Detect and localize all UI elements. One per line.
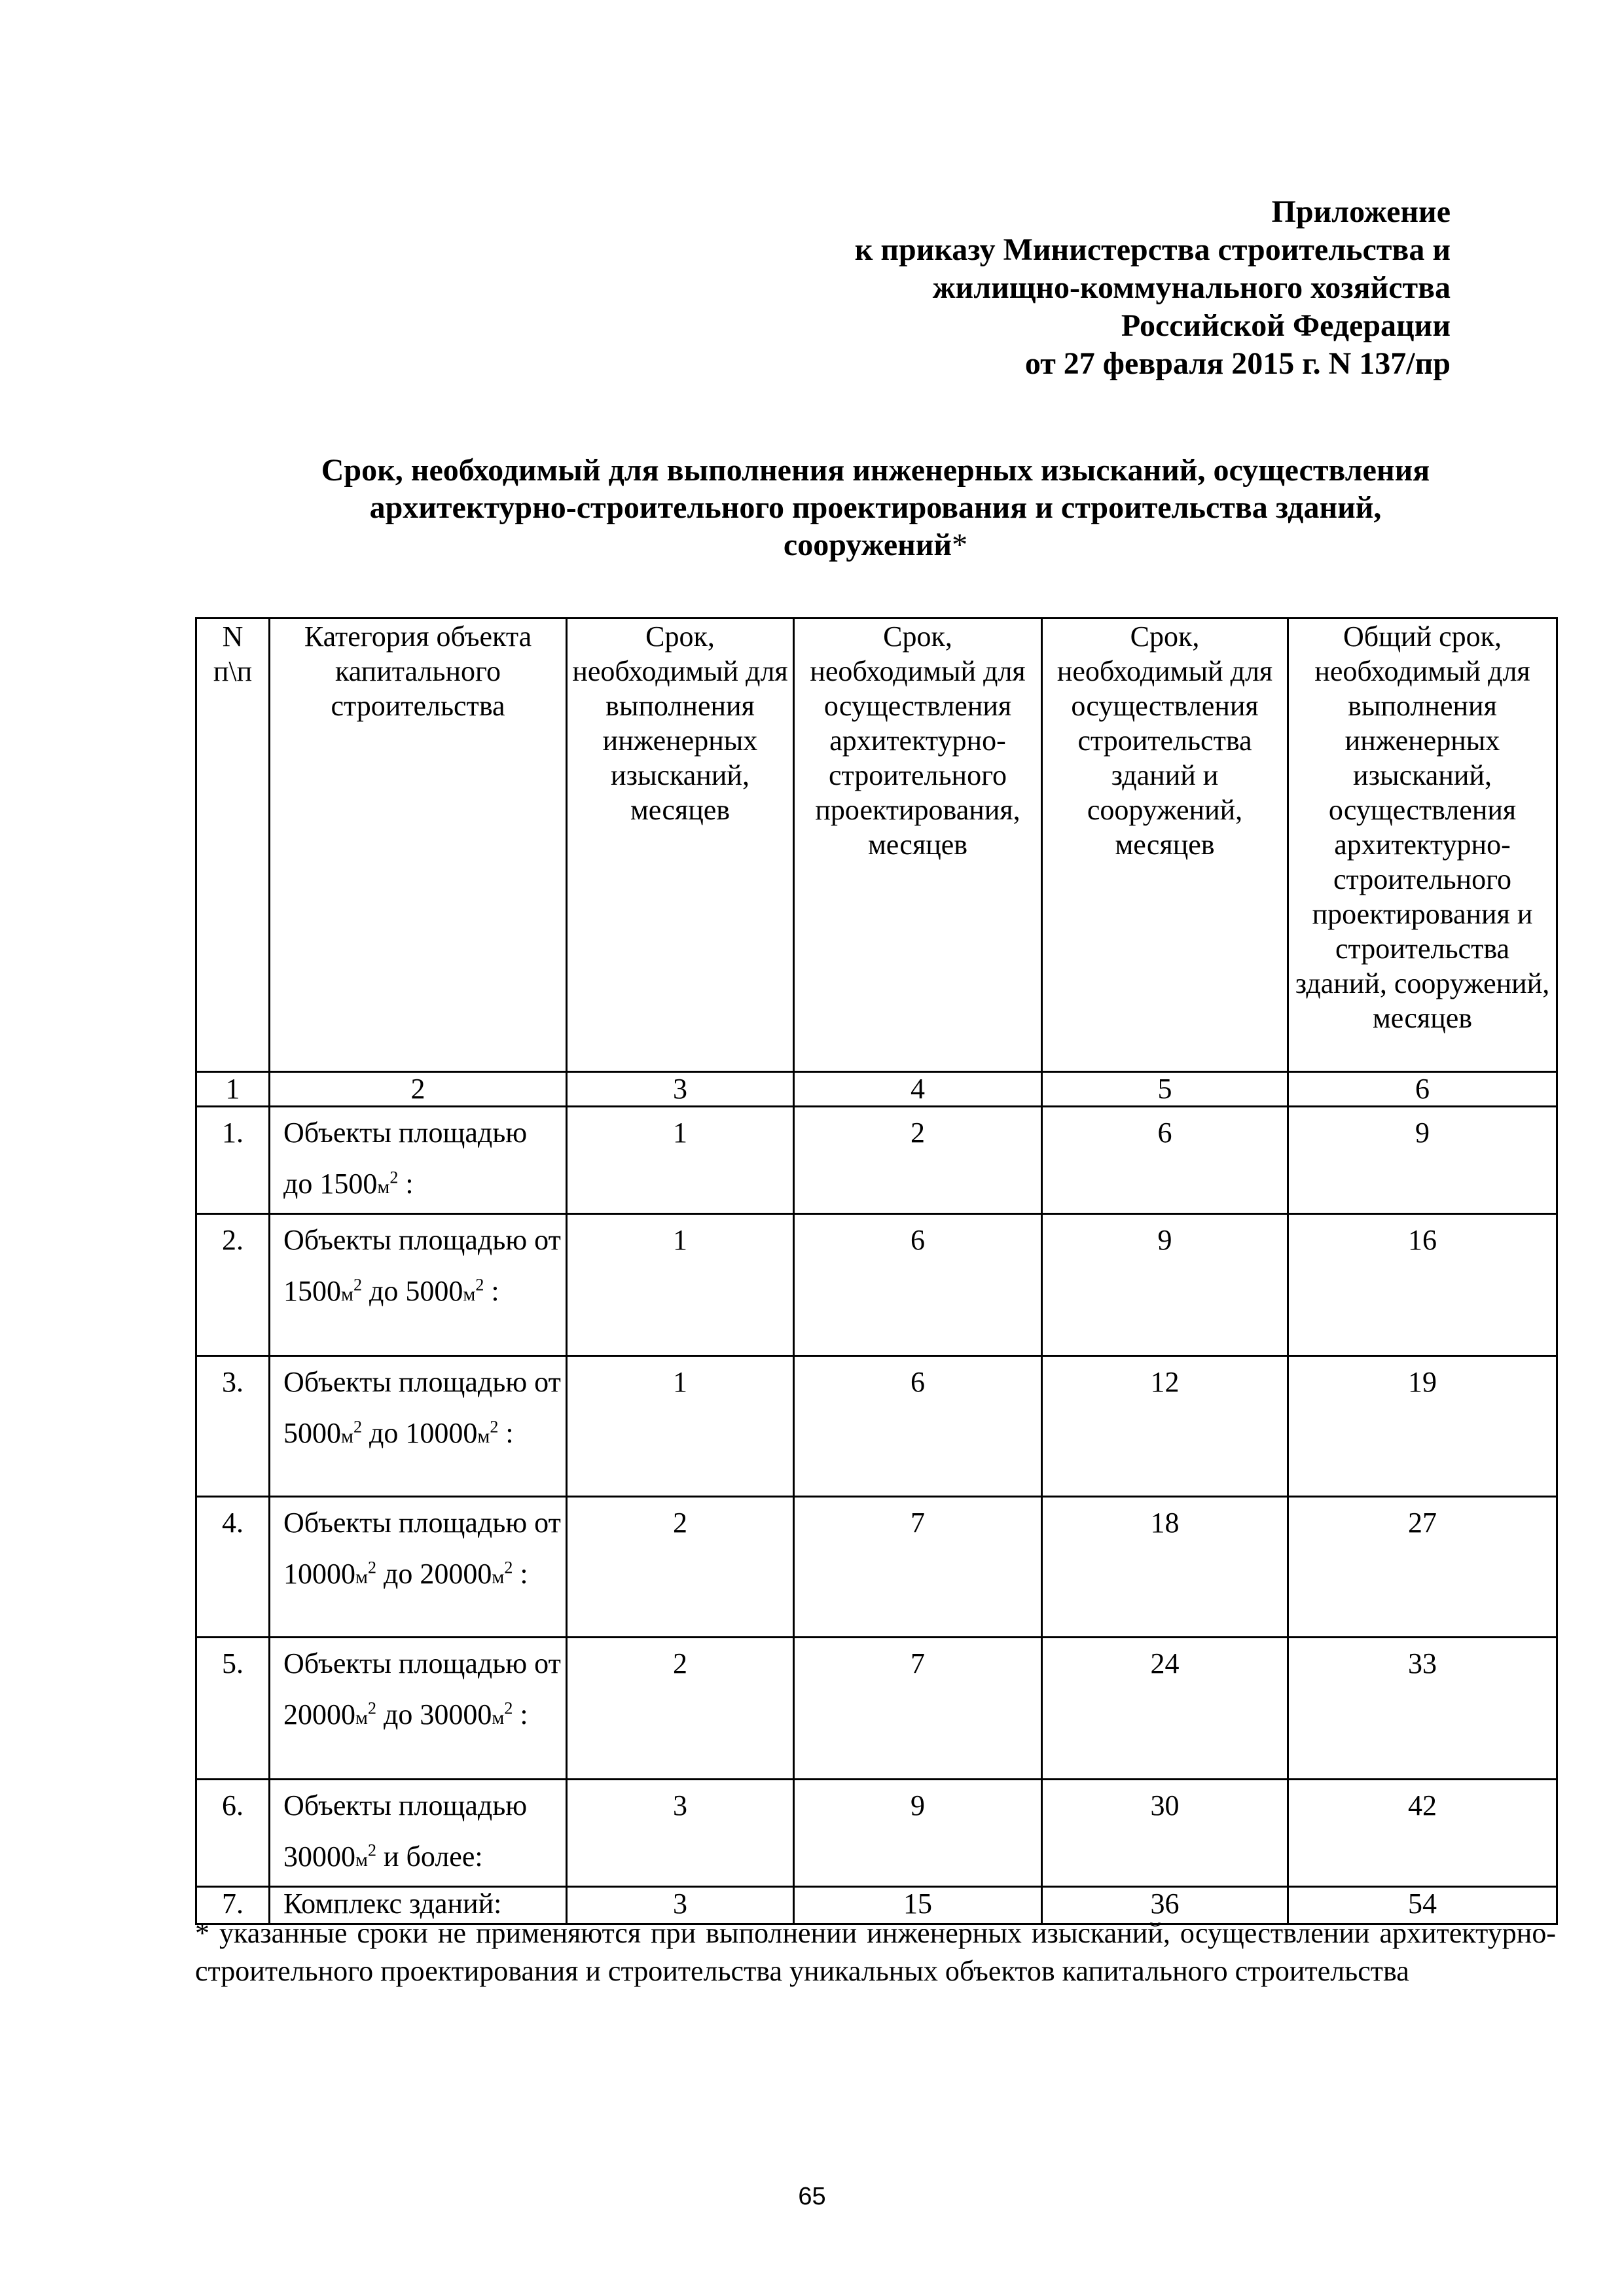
category-text: до 10000	[361, 1417, 478, 1449]
page-number: 65	[798, 2183, 826, 2210]
category-text: до 20000	[376, 1558, 492, 1590]
unit-exponent: 2	[367, 1698, 376, 1718]
term-value: 27	[1288, 1497, 1557, 1638]
term-value: 9	[1288, 1107, 1557, 1214]
term-value: 18	[1042, 1497, 1288, 1638]
column-number: 3	[567, 1072, 794, 1107]
unit-label: м	[492, 1707, 505, 1729]
term-value: 12	[1042, 1356, 1288, 1497]
term-value: 24	[1042, 1638, 1288, 1780]
category-text: до 5000	[361, 1275, 463, 1307]
category-text: Объекты площадью от 10000	[283, 1507, 561, 1590]
term-value: 6	[794, 1214, 1042, 1356]
unit-exponent: 2	[504, 1698, 513, 1718]
column-number: 1	[196, 1072, 270, 1107]
object-category	[270, 1214, 567, 1356]
unit-label: м	[341, 1426, 353, 1447]
term-value: 6	[1042, 1107, 1288, 1214]
column-number: 6	[1288, 1072, 1557, 1107]
term-value: 33	[1288, 1638, 1557, 1780]
terms-table	[195, 617, 1558, 1925]
term-value: 42	[1288, 1780, 1557, 1887]
column-header: Общий срок, необходимый для выполнения инженерных изысканий, осуществления архитектурно-строительного проектирования и строительства зданий, сооружений, месяцев	[1288, 619, 1557, 1072]
category-text: Объекты площадью до 1500	[283, 1117, 528, 1200]
unit-label: м	[377, 1176, 390, 1198]
unit-label: м	[355, 1566, 368, 1588]
term-value: 3	[567, 1780, 794, 1887]
table-row	[196, 1356, 1557, 1497]
category-text: :	[513, 1698, 528, 1731]
unit-label: м	[341, 1283, 353, 1305]
title-text: сооружений	[783, 528, 952, 562]
category-text: Объекты площадью от 5000	[283, 1366, 561, 1449]
column-number: 5	[1042, 1072, 1288, 1107]
table-row	[196, 1638, 1557, 1780]
unit-exponent: 2	[353, 1417, 362, 1437]
column-number: 2	[270, 1072, 567, 1107]
term-value: 36	[1042, 1887, 1288, 1924]
term-value: 6	[794, 1356, 1042, 1497]
unit-exponent: 2	[367, 1840, 376, 1860]
term-value: 1	[567, 1214, 794, 1356]
category-text: Объекты площадью 30000	[283, 1789, 528, 1873]
header-line: Российской Федерации	[1121, 308, 1451, 343]
term-value: 2	[567, 1638, 794, 1780]
column-number-row	[196, 1072, 1557, 1107]
category-text: Объекты площадью от 20000	[283, 1647, 561, 1731]
unit-label: м	[492, 1566, 505, 1588]
term-value: 30	[1042, 1780, 1288, 1887]
header-line: от 27 февраля 2015 г. N 137/пр	[1024, 346, 1451, 381]
table-row	[196, 1780, 1557, 1887]
unit-exponent: 2	[389, 1168, 399, 1187]
row-number: 5.	[196, 1638, 270, 1780]
column-header: Категория объекта капитального строительства	[270, 619, 567, 1072]
appendix-header	[855, 193, 1451, 383]
header-line: Приложение	[1271, 194, 1451, 229]
category-text: :	[484, 1275, 499, 1307]
term-value: 2	[567, 1497, 794, 1638]
term-value: 3	[567, 1887, 794, 1924]
row-number: 3.	[196, 1356, 270, 1497]
row-number: 4.	[196, 1497, 270, 1638]
row-number: 7.	[196, 1887, 270, 1924]
object-category	[270, 1780, 567, 1887]
term-value: 9	[1042, 1214, 1288, 1356]
term-value: 16	[1288, 1214, 1557, 1356]
title-line: Срок, необходимый для выполнения инженерных изысканий, осуществления	[321, 453, 1430, 488]
category-text: Комплекс зданий:	[283, 1888, 502, 1920]
object-category	[270, 1497, 567, 1638]
row-number: 1.	[196, 1107, 270, 1214]
term-value: 2	[794, 1107, 1042, 1214]
category-text: и более:	[376, 1840, 483, 1873]
column-header: Срок, необходимый для осуществления архитектурно-строительного проектирования, месяцев	[794, 619, 1042, 1072]
column-number: 4	[794, 1072, 1042, 1107]
title-line: архитектурно-строительного проектирования и строительства зданий,	[369, 490, 1382, 525]
object-category	[270, 1638, 567, 1780]
term-value: 15	[794, 1887, 1042, 1924]
category-text: :	[398, 1168, 414, 1200]
title-line	[195, 526, 1556, 564]
footnote: * указанные сроки не применяются при выполнении инженерных изысканий, осуществлении архитектурно-строительного проектирования и строительства уникальных объектов капитального строительства	[195, 1917, 1556, 1987]
term-value: 54	[1288, 1887, 1557, 1924]
category-text: до 30000	[376, 1698, 492, 1731]
header-line: жилищно-коммунального хозяйства	[932, 270, 1451, 305]
table-header-row	[196, 619, 1557, 1072]
term-value: 7	[794, 1638, 1042, 1780]
object-category	[270, 1356, 567, 1497]
table-row	[196, 1497, 1557, 1638]
unit-label: м	[477, 1426, 490, 1447]
unit-exponent: 2	[353, 1275, 362, 1295]
unit-label: м	[355, 1849, 368, 1871]
header-line: к приказу Министерства строительства и	[854, 232, 1451, 267]
column-header: Срок, необходимый для осуществления строительства зданий и сооружений, месяцев	[1042, 619, 1288, 1072]
unit-exponent: 2	[475, 1275, 484, 1295]
term-value: 9	[794, 1780, 1042, 1887]
footnote-mark: *	[952, 528, 968, 562]
unit-exponent: 2	[367, 1558, 376, 1577]
document-title	[195, 452, 1556, 564]
unit-label: м	[463, 1283, 476, 1305]
table-row	[196, 1107, 1557, 1214]
unit-exponent: 2	[490, 1417, 499, 1437]
term-value: 1	[567, 1356, 794, 1497]
column-header: N п\п	[196, 619, 270, 1072]
table-row	[196, 1214, 1557, 1356]
term-value: 1	[567, 1107, 794, 1214]
unit-exponent: 2	[504, 1558, 513, 1577]
term-value: 19	[1288, 1356, 1557, 1497]
category-text: :	[498, 1417, 514, 1449]
category-text: Объекты площадью от 1500	[283, 1224, 561, 1307]
term-value: 7	[794, 1497, 1042, 1638]
row-number: 2.	[196, 1214, 270, 1356]
unit-label: м	[355, 1707, 368, 1729]
category-text: :	[513, 1558, 528, 1590]
row-number: 6.	[196, 1780, 270, 1887]
object-category	[270, 1107, 567, 1214]
column-header: Срок, необходимый для выполнения инженерных изысканий, месяцев	[567, 619, 794, 1072]
